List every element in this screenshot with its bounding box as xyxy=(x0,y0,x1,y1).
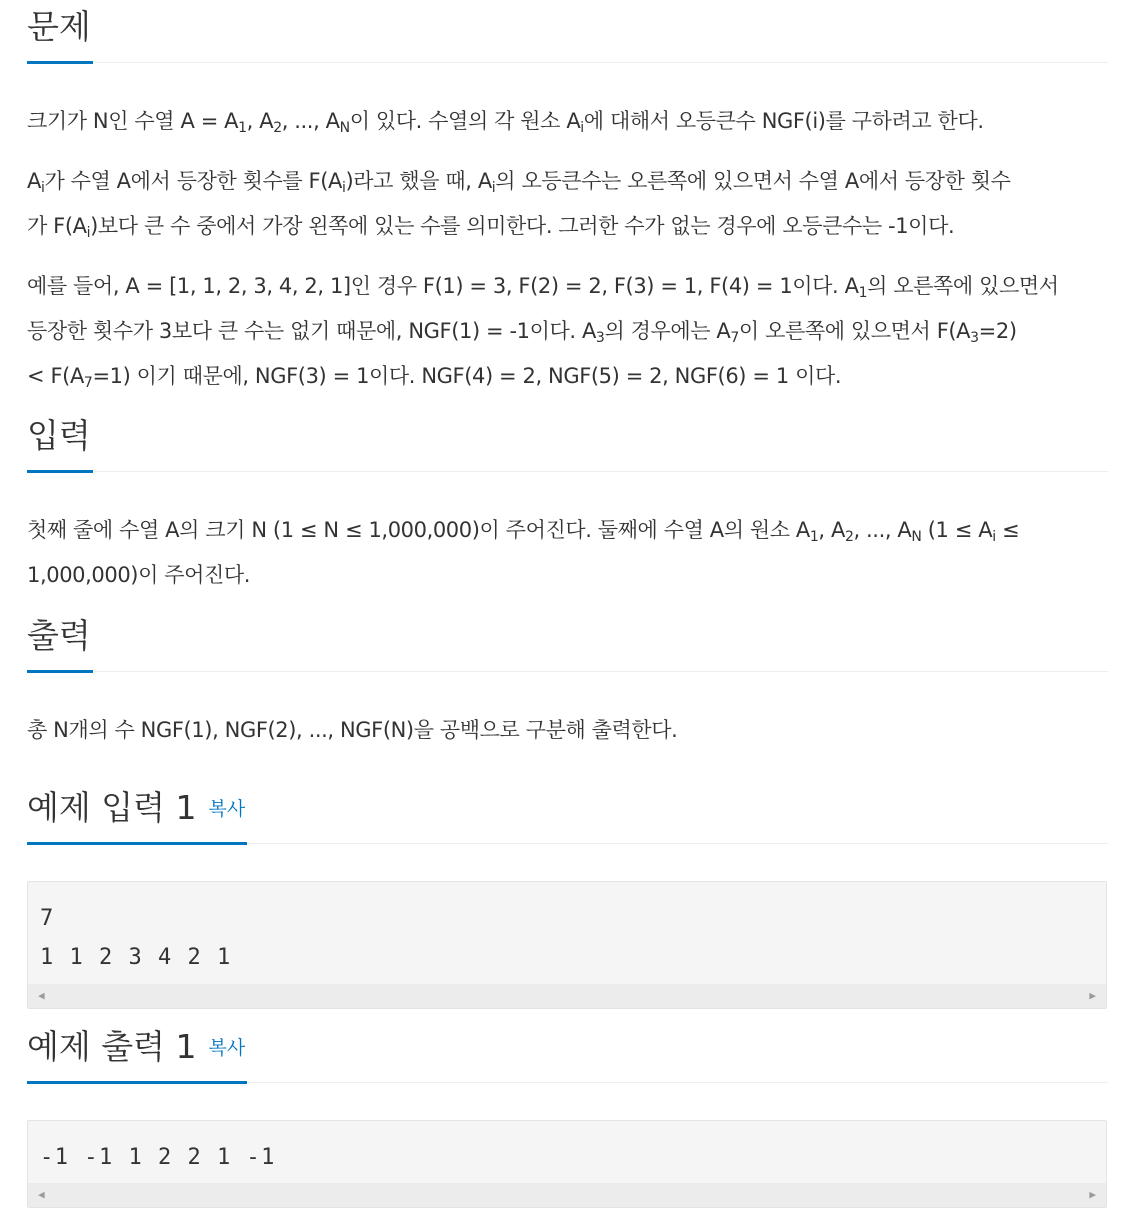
scroll-right-arrow-icon[interactable]: ▶ xyxy=(1089,1188,1096,1201)
sample-input-code: 7 1 1 2 3 4 2 1 xyxy=(40,906,232,970)
sample-output-box[interactable] xyxy=(27,1120,1107,1208)
scroll-right-arrow-icon[interactable]: ▶ xyxy=(1089,989,1096,1002)
sample-input-title: 예제 입력 1 복사 xyxy=(27,785,247,845)
sample-output-code: -1 -1 1 2 2 1 -1 xyxy=(40,1145,276,1170)
problem-paragraph-2: $A_i$가 수열 A에서 등장한 횟수를 $F(A_i)$라고 했을 때, $A_i$의 오등큰수는 오른쪽에 있으면서 수열 A에서 등장한 횟수 가 $F(A_i)$보다 큰 수 중에서 가장 왼쪽에 있는 수를 의미한다. 그러한 수가 없는 경우에 오등큰수는 -1이다. xyxy=(27,169,1011,241)
problem-description xyxy=(27,63,1108,399)
scroll-left-arrow-icon[interactable]: ◀ xyxy=(38,1188,45,1201)
sample-input-copy-button[interactable]: 복사 xyxy=(208,798,246,820)
input-section xyxy=(27,409,1108,598)
problem-section xyxy=(27,0,1108,399)
output-section xyxy=(27,609,1108,753)
input-description xyxy=(27,472,1108,598)
problem-paragraph-1: 크기가 N인 수열 $A = A_1$, $A_2$, ..., $A_N$이 있다. 수열의 각 원소 $A_i$에 대해서 오등큰수 NGF(i)를 구하려고 한다. xyxy=(27,109,984,136)
sample-input-section xyxy=(27,781,1108,844)
sample-output-header xyxy=(27,1020,1108,1083)
problem-paragraph-3: 예를 들어, A = [1, 1, 2, 3, 4, 2, 1]인 경우 F(1) = 3, F(2) = 2, F(3) = 1, F(4) = 1이다. $A_1$의 오른쪽에 있으면서 등장한 횟수가 3보다 큰 수는 없기 때문에, NGF(1) = -1이다. $A_3$의 경우에는 $A_7$이 오른쪽에 있으면서 $F(A_3=2)$ < $F(A_7=1)$ 이기 때문에, NGF(3) = 1이다. NGF(4) = 2, NGF(5) = 2, NGF(6) = 1 이다. xyxy=(27,274,1059,391)
scroll-left-arrow-icon[interactable]: ◀ xyxy=(38,989,45,1002)
output-header xyxy=(27,609,1108,672)
problem-header xyxy=(27,0,1108,63)
sample-input-box[interactable] xyxy=(27,881,1107,1009)
sample-input-header xyxy=(27,781,1108,844)
output-title: 출력 xyxy=(27,613,93,673)
sample-output-section xyxy=(27,1020,1108,1083)
sample-input-scrollbar[interactable] xyxy=(28,984,1106,1008)
sample-output-title: 예제 출력 1 복사 xyxy=(27,1024,247,1084)
sample-output-copy-button[interactable]: 복사 xyxy=(208,1037,246,1059)
problem-title: 문제 xyxy=(27,4,93,64)
sample-output-scrollbar[interactable] xyxy=(28,1183,1106,1207)
output-description xyxy=(27,672,1108,753)
input-paragraph: 첫째 줄에 수열 A의 크기 N (1 ≤ N ≤ 1,000,000)이 주어진다. 둘째에 수열 A의 원소 $A_1$, $A_2$, ..., $A_N$ ($1 \le A_i$ ≤ 1,000,000)이 주어진다. xyxy=(27,518,1020,587)
output-paragraph: 총 N개의 수 NGF(1), NGF(2), ..., NGF(N)을 공백으로 구분해 출력한다. xyxy=(27,718,678,742)
input-header xyxy=(27,409,1108,472)
input-title: 입력 xyxy=(27,413,93,473)
